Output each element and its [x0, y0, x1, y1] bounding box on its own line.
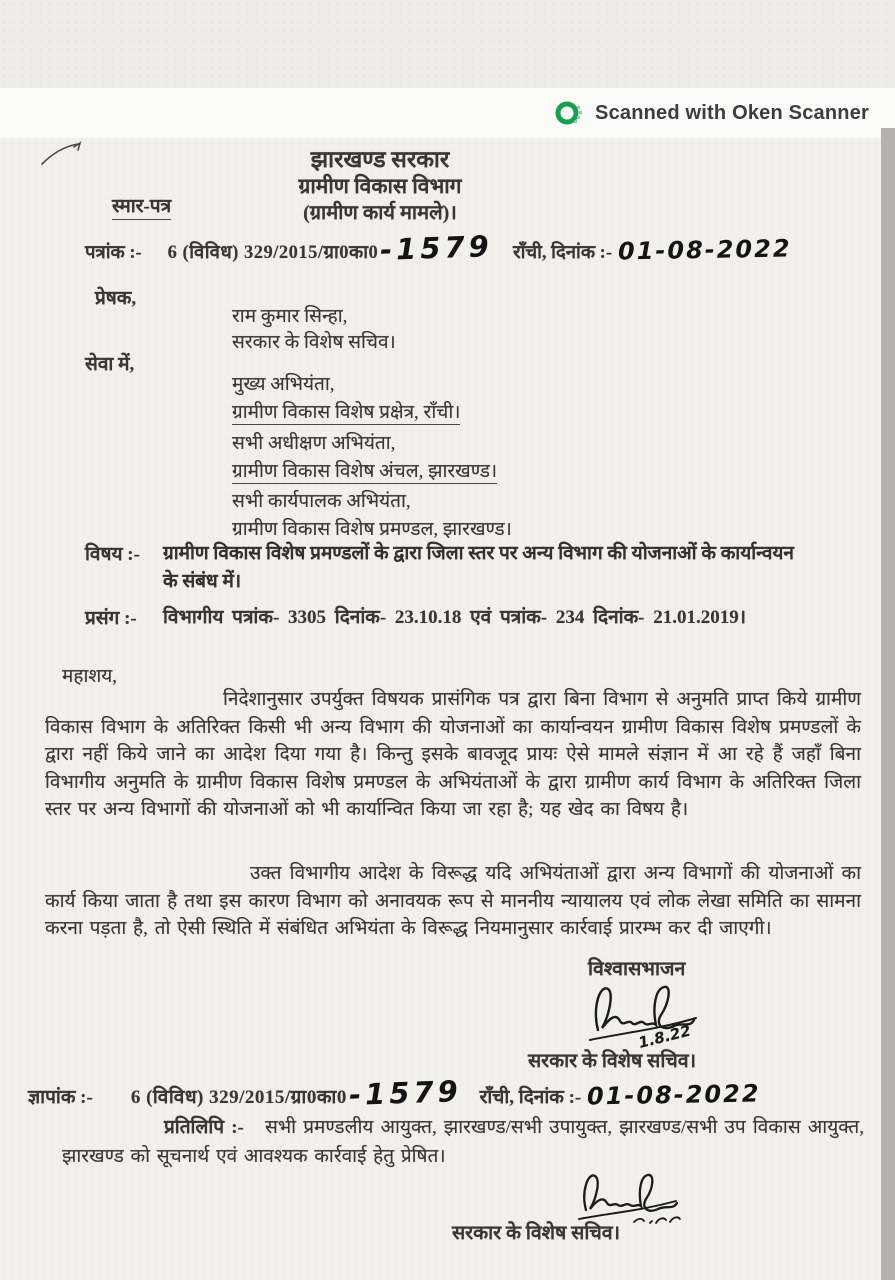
reference-label: प्रसंग :- [85, 608, 137, 629]
memo-place-date-label: राँची, दिनांक :- [479, 1087, 582, 1108]
signature-date: 1.8.22 [636, 1021, 693, 1052]
letter-number-printed: 6 (विविध) 329/2015/ग्रा0का0 [167, 243, 379, 263]
reference-text: विभागीय पत्रांक- 3305 दिनांक- 23.10.18 एवं पत्रांक- 234 दिनांक- 21.01.2019। [163, 607, 746, 628]
footer-signatory-designation: सरकार के विशेष सचिव। [452, 1223, 621, 1244]
valediction: विश्वासभाजन [588, 959, 686, 980]
memo-number-printed: 6 (विविध) 329/2015/ग्रा0का0 [130, 1087, 347, 1108]
recipient-block [232, 372, 512, 545]
department-wing: (ग्रामीण कार्य मामले)। [303, 202, 457, 224]
sender-block [232, 304, 396, 355]
signatory-designation: सरकार के विशेष सचिव। [528, 1051, 697, 1072]
recipient-line: मुख्य अभियंता, [232, 374, 335, 395]
body-paragraph-1: निदेशानुसार उपर्युक्त विषयक प्रासंगिक पत्र द्वारा बिना विभाग से अनुमति प्राप्त किये ग्रामीण विकास विभाग के अतिरिक्त किसी भी अन्य विभाग की योजनाओं का कार्यान्वयन ग्रामीण विकास विशेष प्रमण्डलों के द्वारा नहीं किये जाने का आदेश दिया गया है। किन्तु इसके बावजूद प्रायः ऐसे मामले संज्ञान में आ रहे हैं जहाँ बिना विभागीय अनुमति के ग्रामीण विकास विशेष प्रमण्डल के अभियंताओं के द्वारा ग्रामीण कार्य विभाग के अतिरिक्त जिला स्तर पर अन्य विभागों की योजनाओं को भी कार्यान्वित किया जा रहा है; यह खेद का विषय है। [45, 689, 861, 821]
memo-number-label: ज्ञापांक :- [28, 1087, 93, 1108]
subject-label: विषय :- [85, 544, 140, 565]
sender-name: राम कुमार सिन्हा, [232, 306, 348, 327]
copy-to-block [62, 1114, 864, 1171]
scan-top-background [0, 0, 895, 88]
scanner-badge-label: Scanned with Oken Scanner [595, 101, 869, 124]
copy-to-label: प्रतिलिपि :- [164, 1117, 244, 1138]
letter-date-handwritten: 01-08-2022 [617, 234, 792, 266]
scan-edge-strip [881, 128, 895, 1280]
copy-to-text: सभी प्रमण्डलीय आयुक्त, झारखण्ड/सभी उपायुक्त, झारखण्ड/सभी उप विकास आयुक्त, झारखण्ड को सूचनार्थ एवं आवश्यक कार्रवाई हेतु प्रेषित। [62, 1117, 865, 1167]
letter-number-label: पत्रांक :- [85, 243, 142, 263]
recipient-line: सभी अधीक्षण अभियंता, [232, 432, 396, 454]
memo-number-row [28, 1074, 761, 1112]
sender-designation: सरकार के विशेष सचिव। [232, 331, 396, 353]
recipient-line: ग्रामीण विकास विशेष प्रमण्डल, झारखण्ड। [232, 519, 512, 540]
memo-date-handwritten: 01-08-2022 [587, 1079, 761, 1111]
letter-number-row [85, 229, 792, 267]
recipient-line: सभी कार्यपालक अभियंता, [232, 491, 411, 512]
oken-scanner-logo-icon [553, 98, 583, 128]
letter-page [0, 138, 895, 1280]
salutation: महाशय, [62, 666, 118, 687]
body-paragraph-2: उक्त विभागीय आदेश के विरूद्ध यदि अभियंताओं द्वारा अन्य विभागों की योजनाओं का कार्य किया जाता है तथा इस कारण विभाग को अनावयक रूप से माननीय न्यायालय एवं लोक लेखा समिति का सामना करना पड़ता है, तो ऐसी स्थिति में संबंधित अभियंता के विरूद्ध नियमानुसार कार्रवाई प्रारम्भ कर दी जाएगी। [45, 863, 861, 940]
sender-label: प्रेषक, [95, 288, 137, 309]
signature-scribble [582, 976, 702, 1054]
recipient-label: सेवा में, [85, 354, 135, 375]
letter-number-handwritten: -1579 [379, 229, 494, 267]
subject-text: ग्रामीण विकास विशेष प्रमण्डलों के द्वारा जिला स्तर पर अन्य विभाग की योजनाओं के कार्यान्वयन के संबंध में। [163, 543, 794, 592]
place-date-label: राँची, दिनांक :- [513, 243, 613, 263]
recipient-line: ग्रामीण विकास विशेष प्रक्षेत्र, राँची। [232, 402, 461, 423]
recipient-line: ग्रामीण विकास विशेष अंचल, झारखण्ड। [232, 460, 498, 482]
scanner-badge [0, 88, 895, 138]
memo-number-handwritten: -1579 [348, 1074, 463, 1112]
department-name: ग्रामीण विकास विभाग [298, 174, 462, 198]
letter-type-label: स्मार-पत्र [112, 192, 171, 220]
government-name: झारखण्ड सरकार [310, 147, 450, 172]
